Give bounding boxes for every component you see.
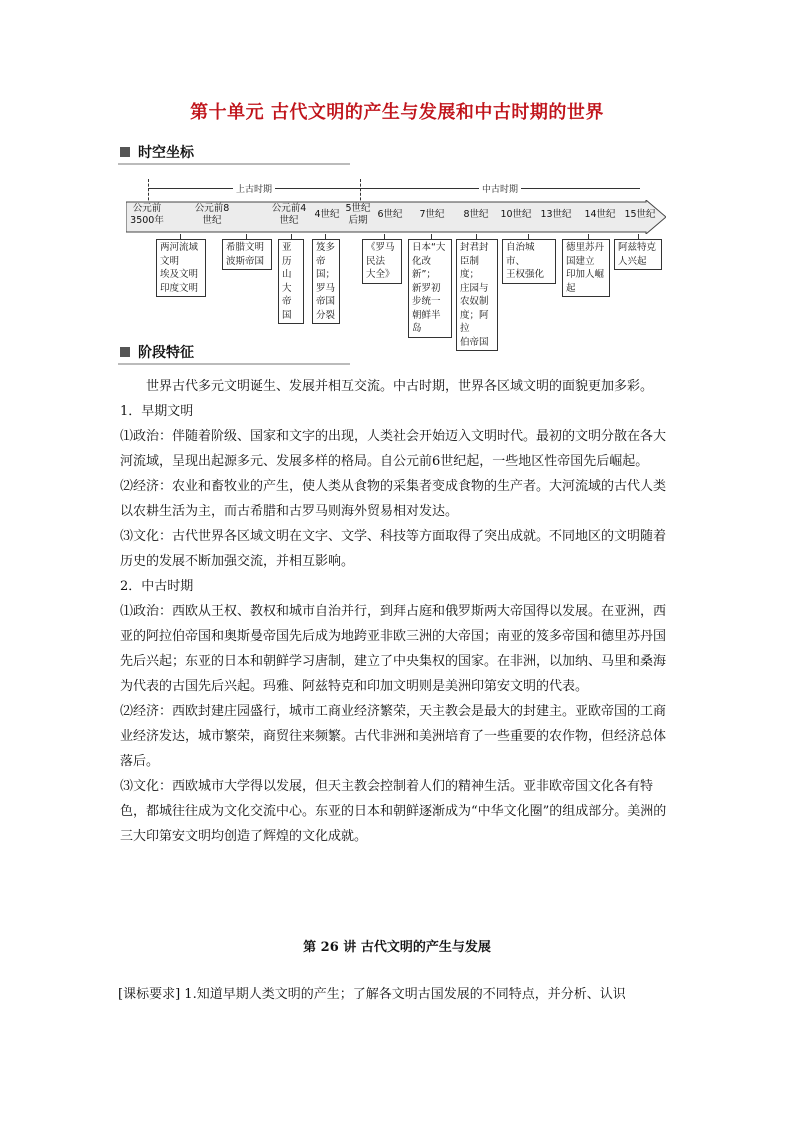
intro-paragraph: 世界古代多元文明诞生、发展并相互交流。中古时期，世界各区域文明的面貌更加多彩。 — [146, 379, 654, 394]
tick-label: 7世纪 — [419, 209, 445, 220]
paragraph: ⑴政治：西欧从王权、教权和城市自治并行，到拜占庭和俄罗斯两大帝国得以发展。在亚洲，西亚的阿拉伯帝国和奥斯曼帝国先后成为地跨亚非欧三洲的大帝国；南亚的笈多帝国和德里苏丹国先后兴起；东亚的日本和朝鲜学习唐制，建立了中央集权的国家。在非洲，以加纳、马里和桑海为代表的古国先后兴起。玛雅、阿兹特克和印加文明则是美洲印第安文明的代表。 — [120, 604, 667, 694]
paragraph: ⑶文化：西欧城市大学得以发展，但天主教会控制着人们的精神生活。亚非欧帝国文化各有特色，都城往往成为文化交流中心。东亚的日本和朝鲜逐渐成为“中华文化圈”的组成部分。美洲的三大印第安文明均创造了辉煌的文化成就。 — [120, 779, 667, 844]
paragraph: ⑵经济：农业和畜牧业的产生，使人类从食物的采集者变成食物的生产者。大河流域的古代人类以农耕生活为主，而古希腊和古罗马则海外贸易相对发达。 — [120, 479, 667, 519]
timeline-diagram — [118, 175, 678, 348]
period-ancient — [148, 182, 360, 196]
heading-rule — [118, 163, 350, 165]
event-box: 《罗马 民法 大全》 — [362, 239, 402, 284]
period-medieval — [360, 182, 640, 196]
square-bullet-icon — [120, 347, 130, 357]
tick-label: 公元前8 世纪 — [194, 203, 230, 226]
tick-label: 公元前4 世纪 — [271, 203, 307, 226]
event-box: 笈多 帝国； 罗马 帝国 分裂 — [312, 239, 340, 324]
subheading-early: 1．早期文明 — [120, 404, 194, 419]
stage-characteristics — [120, 374, 678, 849]
event-box: 自治城市、 王权强化 — [502, 239, 556, 284]
tick-label: 10世纪 — [500, 209, 532, 220]
square-bullet-icon — [120, 147, 130, 157]
paragraph: ⑴政治：伴随着阶级、国家和文字的出现，人类社会开始迈入文明时代。最初的文明分散在各大河流域，呈现出起源多元、发展多样的格局。自公元前6世纪起，一些地区性帝国先后崛起。 — [120, 429, 667, 469]
section-heading-stage — [118, 341, 350, 365]
tick-label: 5世纪 后期 — [345, 203, 371, 226]
tick-label: 15世纪 — [624, 209, 656, 220]
paragraph: ⑵经济：西欧封建庄园盛行，城市工商业经济繁荣，天主教会是最大的封建主。亚欧帝国的工商业经济发达，城市繁荣，商贸往来频繁。古代非洲和美洲培育了一些重要的农作物，但经济总体落后。 — [120, 704, 667, 769]
tick-label: 14世纪 — [584, 209, 616, 220]
requirements-text: 1.知道早期人类文明的产生；了解各文明古国发展的不同特点，并分析、认识 — [184, 987, 626, 1002]
event-box: 阿兹特克 人兴起 — [614, 239, 662, 270]
curriculum-requirements — [118, 982, 684, 1007]
tick-label: 8世纪 — [463, 209, 489, 220]
event-box: 亚历 山大 帝国 — [278, 239, 304, 324]
event-box: 两河流域 文明 埃及文明 印度文明 — [156, 239, 206, 297]
subheading-medieval: 2．中古时期 — [120, 579, 194, 594]
event-box: 封君封 臣制度； 庄园与 农奴制 度；阿拉 伯帝国 — [456, 239, 498, 351]
period-medieval-label: 中古时期 — [479, 185, 521, 195]
lecture-title: 第 26 讲 古代文明的产生与发展 — [303, 940, 491, 955]
heading-rule — [118, 363, 350, 365]
tick-label: 公元前 3500年 — [130, 203, 164, 226]
tick-label: 4世纪 — [314, 209, 340, 220]
section-heading-text: 时空坐标 — [138, 145, 194, 161]
tick-label: 6世纪 — [377, 209, 403, 220]
period-ancient-label: 上古时期 — [233, 185, 275, 195]
event-box: 希腊文明 波斯帝国 — [222, 239, 272, 270]
requirements-tag: [课标要求] — [118, 987, 181, 1002]
unit-title: 第十单元 古代文明的产生与发展和中古时期的世界 — [190, 102, 604, 123]
event-box: 日本“大 化改新”； 新罗初 步统一 朝鲜半 岛 — [408, 239, 452, 338]
section-heading-timeline — [118, 141, 350, 165]
tick-label: 13世纪 — [540, 209, 572, 220]
section-heading-text: 阶段特征 — [138, 345, 194, 361]
event-box: 德里苏丹 国建立 印加人崛 起 — [562, 239, 610, 297]
paragraph: ⑶文化：古代世界各区域文明在文字、文学、科技等方面取得了突出成就。不同地区的文明随着历史的发展不断加强交流，并相互影响。 — [120, 529, 667, 569]
